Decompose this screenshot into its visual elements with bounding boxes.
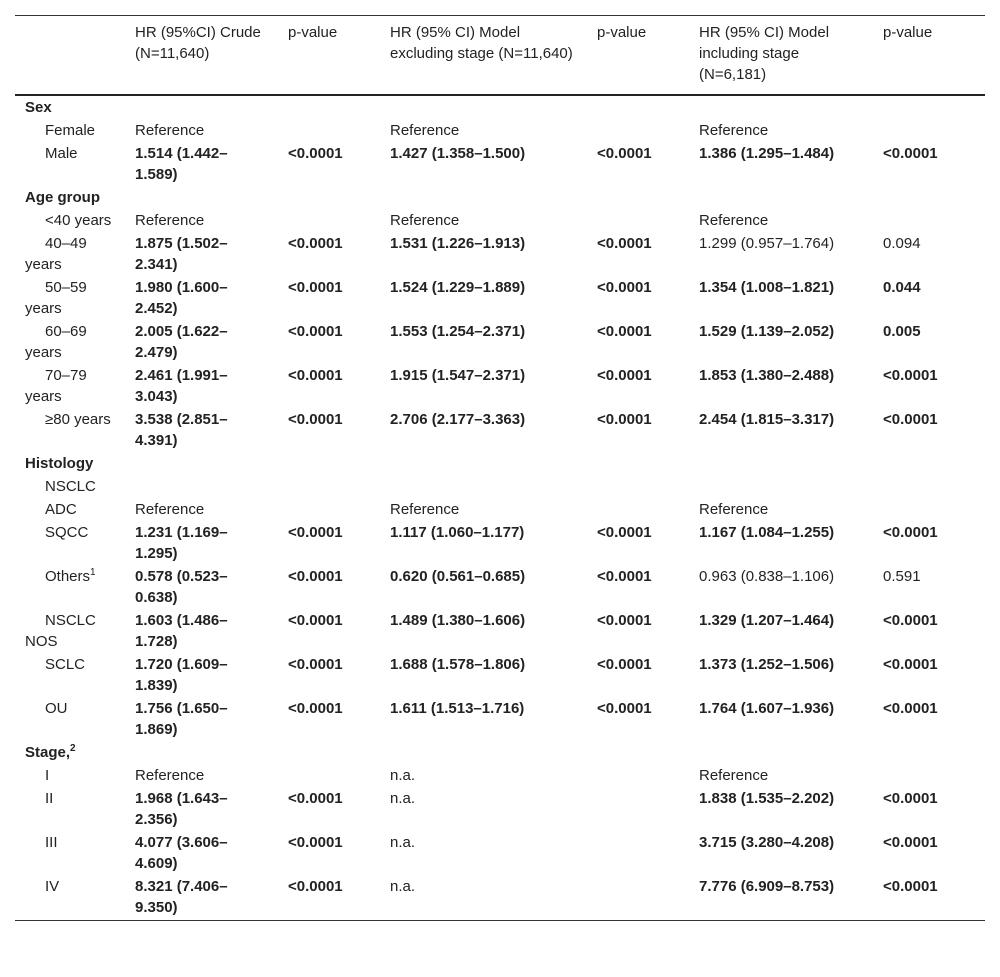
row-label: 50–59 years xyxy=(25,279,87,317)
subgroup-row xyxy=(15,475,985,498)
row-label: ≥80 years xyxy=(45,411,111,428)
crude-p: <0.0001 xyxy=(288,568,343,585)
section-histology xyxy=(15,452,985,475)
crude-hr: 0.578 (0.523–0.638) xyxy=(135,568,228,606)
excl-p xyxy=(587,831,689,875)
row-label: NSCLC NOS xyxy=(25,612,96,650)
excl-p: <0.0001 xyxy=(597,145,652,162)
excl-hr: 1.117 (1.060–1.177) xyxy=(390,524,525,541)
crude-hr: Reference xyxy=(135,212,205,229)
incl-hr: 1.329 (1.207–1.464) xyxy=(699,612,835,629)
excl-p xyxy=(587,787,689,831)
table-row xyxy=(15,764,985,787)
subgroup-label: NSCLC xyxy=(45,478,96,495)
table-row xyxy=(15,498,985,521)
excl-p: <0.0001 xyxy=(597,279,652,296)
incl-p xyxy=(873,209,985,232)
row-label: OU xyxy=(45,700,68,717)
section-title: Age group xyxy=(25,189,100,206)
incl-p: 0.591 xyxy=(883,568,921,585)
section-stage xyxy=(15,741,985,764)
incl-p xyxy=(873,764,985,787)
table-row xyxy=(15,787,985,831)
excl-hr: 1.531 (1.226–1.913) xyxy=(390,235,526,252)
excl-hr: 1.553 (1.254–2.371) xyxy=(390,323,526,340)
incl-p: <0.0001 xyxy=(883,612,938,629)
crude-p xyxy=(278,119,380,142)
incl-p: <0.0001 xyxy=(883,700,938,717)
incl-hr: 1.299 (0.957–1.764) xyxy=(699,235,835,252)
incl-p: <0.0001 xyxy=(873,875,985,921)
incl-p xyxy=(873,119,985,142)
incl-hr: Reference xyxy=(699,767,769,784)
table-row xyxy=(15,565,985,609)
incl-p xyxy=(873,498,985,521)
incl-p: <0.0001 xyxy=(883,411,938,428)
incl-hr: 1.853 (1.380–2.488) xyxy=(699,367,835,384)
crude-p xyxy=(278,209,380,232)
incl-hr: Reference xyxy=(699,501,769,518)
crude-hr: 1.980 (1.600–2.452) xyxy=(135,279,228,317)
incl-p: 0.044 xyxy=(883,279,921,296)
excl-hr: 0.620 (0.561–0.685) xyxy=(390,568,526,585)
incl-p: <0.0001 xyxy=(883,790,938,807)
incl-p: <0.0001 xyxy=(883,145,938,162)
incl-p: <0.0001 xyxy=(883,367,938,384)
incl-hr: Reference xyxy=(699,122,769,139)
row-label: II xyxy=(45,790,54,807)
header-variable xyxy=(15,16,125,96)
incl-hr: 1.354 (1.008–1.821) xyxy=(699,279,835,296)
crude-hr: Reference xyxy=(135,122,205,139)
table-row xyxy=(15,320,985,364)
incl-hr: 1.529 (1.139–2.052) xyxy=(699,323,835,340)
incl-hr: 1.838 (1.535–2.202) xyxy=(699,790,835,807)
section-title xyxy=(15,741,125,764)
excl-p xyxy=(587,209,689,232)
excl-hr: n.a. xyxy=(390,834,416,851)
excl-p: <0.0001 xyxy=(597,235,652,252)
crude-p: <0.0001 xyxy=(288,279,343,296)
crude-p: <0.0001 xyxy=(288,834,343,851)
excl-p: <0.0001 xyxy=(597,568,652,585)
row-label: Male xyxy=(45,145,78,162)
footnote-marker: 2 xyxy=(70,743,76,754)
crude-p: <0.0001 xyxy=(288,367,343,384)
incl-hr: 1.167 (1.084–1.255) xyxy=(699,524,835,541)
row-label: ADC xyxy=(45,501,77,518)
excl-hr: Reference xyxy=(390,501,460,518)
crude-hr: 8.321 (7.406–9.350) xyxy=(125,875,278,921)
crude-p: <0.0001 xyxy=(278,875,380,921)
section-title-text: Stage, xyxy=(25,744,71,761)
table-row xyxy=(15,408,985,452)
incl-p: <0.0001 xyxy=(883,834,938,851)
row-label: 40–49 years xyxy=(25,235,87,273)
table-row xyxy=(15,697,985,741)
crude-hr: 2.461 (1.991–3.043) xyxy=(135,367,228,405)
table-row xyxy=(15,119,985,142)
row-label xyxy=(25,568,96,585)
excl-p: <0.0001 xyxy=(597,367,652,384)
header-row xyxy=(15,16,985,96)
row-label: I xyxy=(45,767,50,784)
crude-p: <0.0001 xyxy=(288,145,343,162)
crude-p xyxy=(278,498,380,521)
incl-p: 0.005 xyxy=(883,323,921,340)
table-row xyxy=(15,364,985,408)
excl-p xyxy=(587,119,689,142)
incl-hr: 1.764 (1.607–1.936) xyxy=(699,700,835,717)
excl-p: <0.0001 xyxy=(597,524,652,541)
section-age-group xyxy=(15,186,985,209)
excl-p: <0.0001 xyxy=(597,323,652,340)
crude-p: <0.0001 xyxy=(288,323,343,340)
row-label-text: Others xyxy=(45,568,91,585)
incl-hr: 7.776 (6.909–8.753) xyxy=(689,875,873,921)
incl-hr: 0.963 (0.838–1.106) xyxy=(699,568,835,585)
incl-p: <0.0001 xyxy=(883,656,938,673)
excl-hr: n.a. xyxy=(390,767,416,784)
excl-hr: n.a. xyxy=(380,875,587,921)
crude-p: <0.0001 xyxy=(288,235,343,252)
crude-hr: 1.756 (1.650–1.869) xyxy=(135,700,228,738)
crude-p: <0.0001 xyxy=(288,656,343,673)
excl-hr: Reference xyxy=(390,212,460,229)
section-sex xyxy=(15,95,985,119)
row-label: 70–79 years xyxy=(25,367,87,405)
excl-p xyxy=(587,764,689,787)
hazard-ratio-table xyxy=(15,15,985,921)
crude-hr: Reference xyxy=(135,501,205,518)
incl-hr: 3.715 (3.280–4.208) xyxy=(699,834,835,851)
crude-hr: 3.538 (2.851–4.391) xyxy=(135,411,228,449)
incl-p: 0.094 xyxy=(883,235,921,252)
excl-hr: 1.489 (1.380–1.606) xyxy=(390,612,526,629)
footnote-marker: 1 xyxy=(90,567,96,578)
incl-hr: 1.386 (1.295–1.484) xyxy=(699,145,835,162)
crude-hr: 1.514 (1.442–1.589) xyxy=(135,145,228,183)
row-label: IV xyxy=(45,878,60,895)
excl-hr: 1.427 (1.358–1.500) xyxy=(390,145,526,162)
crude-hr: Reference xyxy=(135,767,205,784)
table-row xyxy=(15,142,985,186)
section-title: Histology xyxy=(25,455,94,472)
excl-hr: 1.688 (1.578–1.806) xyxy=(390,656,526,673)
crude-hr: 1.231 (1.169–1.295) xyxy=(135,524,228,562)
crude-hr: 4.077 (3.606–4.609) xyxy=(135,834,228,872)
crude-p xyxy=(278,764,380,787)
incl-hr: Reference xyxy=(699,212,769,229)
excl-hr: 1.524 (1.229–1.889) xyxy=(390,279,526,296)
header-incl-stage-p: p-value xyxy=(873,16,985,96)
table-row xyxy=(15,521,985,565)
crude-hr: 1.875 (1.502–2.341) xyxy=(135,235,228,273)
excl-p: <0.0001 xyxy=(597,612,652,629)
excl-p: <0.0001 xyxy=(597,411,652,428)
excl-hr: n.a. xyxy=(390,790,416,807)
crude-p: <0.0001 xyxy=(288,790,343,807)
table-row xyxy=(15,653,985,697)
incl-hr: 1.373 (1.252–1.506) xyxy=(699,656,835,673)
row-label: Female xyxy=(45,122,96,139)
header-excl-stage-p: p-value xyxy=(587,16,689,96)
row-label: <40 years xyxy=(45,212,112,229)
crude-p: <0.0001 xyxy=(288,524,343,541)
table-row xyxy=(15,276,985,320)
excl-p xyxy=(587,875,689,921)
excl-hr: 1.915 (1.547–2.371) xyxy=(390,367,526,384)
excl-hr: 2.706 (2.177–3.363) xyxy=(390,411,526,428)
incl-p: <0.0001 xyxy=(883,524,938,541)
incl-hr: 2.454 (1.815–3.317) xyxy=(699,411,835,428)
crude-hr: 1.603 (1.486–1.728) xyxy=(135,612,228,650)
header-crude-p: p-value xyxy=(278,16,380,96)
excl-hr: 1.611 (1.513–1.716) xyxy=(390,700,525,717)
excl-p xyxy=(587,498,689,521)
header-crude-hr: HR (95%CI) Crude (N=11,640) xyxy=(125,16,278,96)
crude-p: <0.0001 xyxy=(288,612,343,629)
excl-hr: Reference xyxy=(390,122,460,139)
excl-p: <0.0001 xyxy=(597,656,652,673)
crude-p: <0.0001 xyxy=(288,700,343,717)
header-excl-stage-hr: HR (95% CI) Model excluding stage (N=11,640) xyxy=(380,16,587,96)
table-row xyxy=(15,209,985,232)
header-incl-stage-hr: HR (95% CI) Model including stage (N=6,181) xyxy=(689,16,873,96)
excl-p: <0.0001 xyxy=(597,700,652,717)
table-row xyxy=(15,831,985,875)
row-label: SCLC xyxy=(45,656,86,673)
row-label: SQCC xyxy=(45,524,89,541)
section-title: Sex xyxy=(25,99,52,116)
crude-hr: 1.968 (1.643–2.356) xyxy=(135,790,228,828)
table-row xyxy=(15,232,985,276)
row-label: III xyxy=(45,834,58,851)
crude-hr: 2.005 (1.622–2.479) xyxy=(135,323,228,361)
table-row xyxy=(15,609,985,653)
crude-hr: 1.720 (1.609–1.839) xyxy=(135,656,228,694)
row-label: 60–69 years xyxy=(25,323,87,361)
crude-p: <0.0001 xyxy=(288,411,343,428)
table-row xyxy=(15,875,985,921)
